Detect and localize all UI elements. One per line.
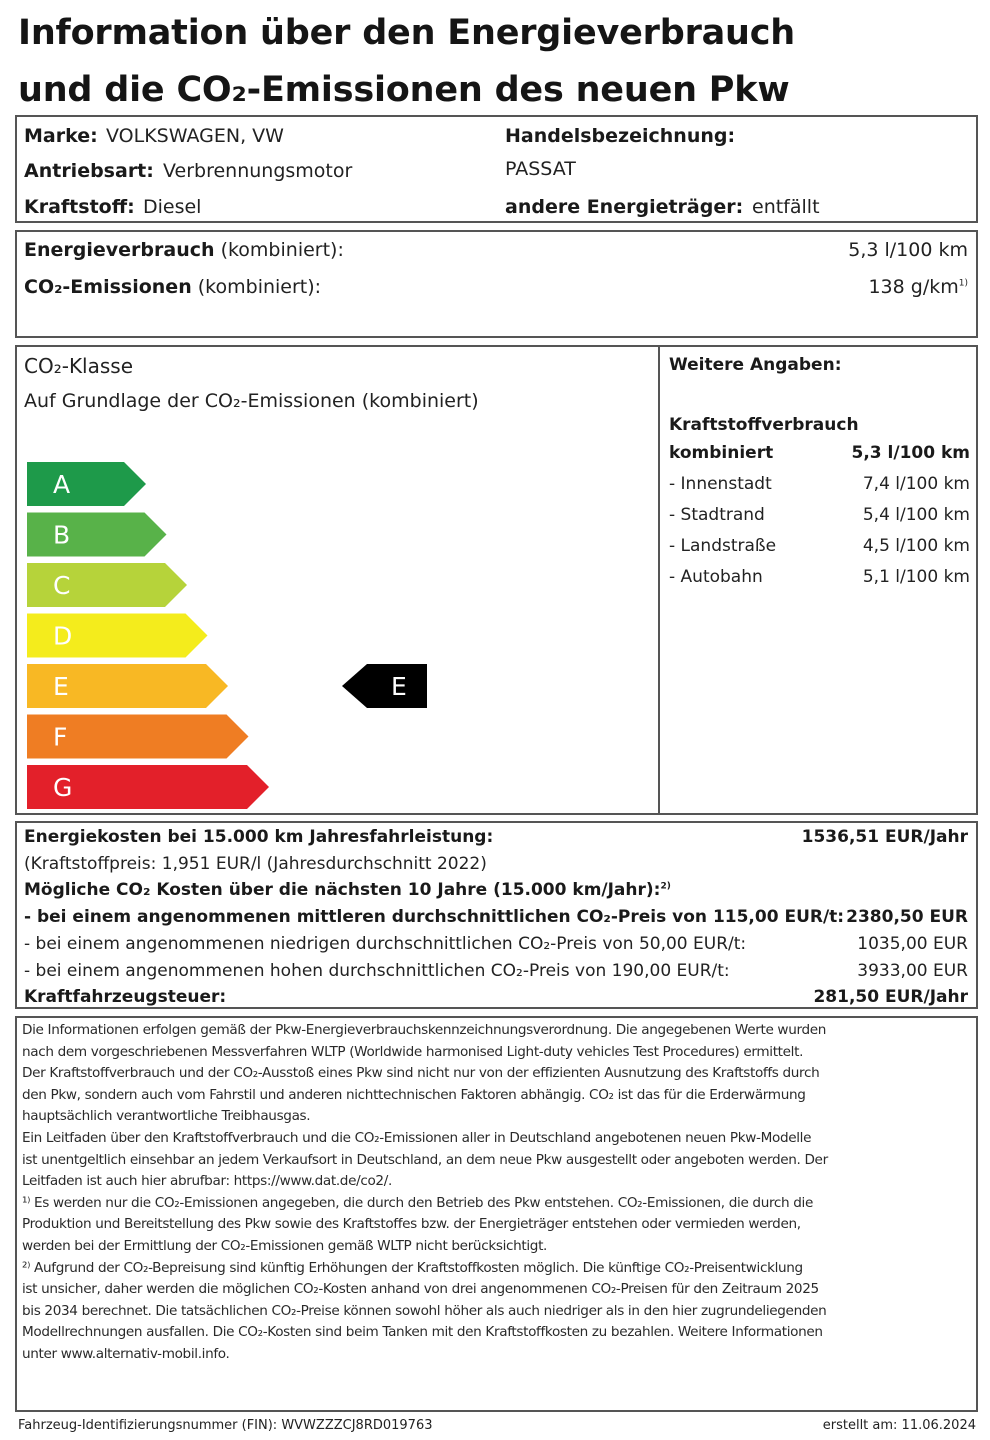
- co2-cost-row-label: - bei einem angenommenen mittleren durchschnittlichen CO₂-Preis von 115,00 EUR/t:: [24, 907, 845, 927]
- consumption-row-value: 5,1 l/100 km: [862, 567, 970, 587]
- consumption-row-value: 5,3 l/100 km: [851, 443, 970, 463]
- note-line: Die Informationen erfolgen gemäß der Pkw-Energieverbrauchskennzeichnungsverordnung. Die angegebenen Werte wurden: [22, 1022, 827, 1038]
- co2-class-bar-a: [27, 462, 146, 506]
- energieverbrauch-row: [24, 241, 344, 260]
- note-line: ist unentgeltlich einsehbar an jedem Verkaufsort in Deutschland, an dem neue Pkw ausgestellt oder angeboten werden. Der: [22, 1151, 828, 1168]
- note-line: den Pkw, sondern auch vom Fahrstil und anderen nichttechnischen Faktoren abhängig. CO₂ ist das für die Erderwärmung: [22, 1086, 806, 1103]
- kfz-steuer-value: 281,50 EUR/Jahr: [813, 987, 968, 1007]
- note-line: Der Kraftstoffverbrauch und der CO₂-Ausstoß eines Pkw sind nicht nur von der effizienten Ausnutzung des Kraftstoffs durch: [22, 1065, 820, 1082]
- note-line: Modellrechnungen ausfallen. Die CO₂-Kosten sind beim Tanken mit den Kraftstoffkosten zu bezahlen. Weitere Informationen: [22, 1324, 823, 1341]
- co2-class-title: CO₂-Klasse: [24, 354, 134, 378]
- marke-label: Marke:: [24, 125, 98, 147]
- kraftstoff-label: Kraftstoff:: [24, 196, 135, 218]
- costs-box: [15, 821, 978, 1009]
- co2-emissionen-value: 138 g/km: [868, 276, 959, 298]
- consumption-row-label: - Landstraße: [669, 536, 777, 556]
- co2-class-bar-c: [27, 563, 187, 607]
- consumption-row-label: kombiniert: [669, 443, 774, 463]
- note-line: werden bei der Ermittlung der CO₂-Emissionen gemäß WLTP nicht berücksichtigt.: [22, 1237, 548, 1254]
- note-line: Produktion und Bereitstellung des Pkw sowie des Kraftstoffes bzw. der Energieträger entstehen oder vermieden werden,: [22, 1216, 801, 1233]
- co2-class-letter: A: [53, 470, 71, 499]
- co2-class-subtitle: Auf Grundlage der CO₂-Emissionen (kombiniert): [24, 390, 479, 412]
- page-title-line-1: Information über den Energieverbrauch: [18, 13, 796, 53]
- fin-footer: Fahrzeug-Identifizierungsnummer (FIN): WVWZZZCJ8RD019763: [18, 1418, 433, 1433]
- co2-class-letter: D: [53, 621, 73, 651]
- marke-value: VOLKSWAGEN, VW: [106, 125, 284, 147]
- energieverbrauch-value: 5,3 l/100 km: [848, 239, 968, 261]
- further-info-title: Weitere Angaben:: [669, 355, 842, 375]
- co2-kosten-footnote-mark: 2): [660, 881, 671, 892]
- note-line: ¹⁾ Es werden nur die CO₂-Emissionen angegeben, die durch den Betrieb des Pkw entstehen. CO₂-Emissionen, die durch die: [22, 1194, 813, 1211]
- handelsbezeichnung-label: Handelsbezeichnung:: [505, 125, 736, 147]
- energiekosten-label: Energiekosten bei 15.000 km Jahresfahrleistung:: [24, 827, 494, 847]
- co2-kosten-heading: Mögliche CO₂ Kosten über die nächsten 10 Jahre (15.000 km/Jahr):: [24, 880, 661, 900]
- co2-kosten-heading-wrap: [24, 882, 671, 899]
- note-line: nach dem vorgeschriebenen Messverfahren WLTP (Worldwide harmonised Light-duty vehicles Test Procedures) ermittelt.: [22, 1043, 804, 1060]
- co2-class-letter: E: [53, 672, 69, 701]
- energy-scale: [27, 462, 447, 812]
- kraftstoffpreis-note: (Kraftstoffpreis: 1,951 EUR/l (Jahresdurchschnitt 2022): [24, 854, 487, 874]
- note-line: ist unsicher, daher werden die möglichen CO₂-Kosten anhand von drei angenommenen CO₂-Preisen für den Zeitraum 2025: [22, 1281, 819, 1298]
- co2-class-letter: C: [53, 571, 71, 600]
- note-line: bis 2034 berechnet. Die tatsächlichen CO₂-Preise können sowohl höher als auch niedriger als in den hier zugrundeliegenden: [22, 1302, 827, 1319]
- consumption-row-label: - Autobahn: [669, 567, 763, 587]
- current-class-letter: E: [391, 672, 407, 701]
- energiekosten-value: 1536,51 EUR/Jahr: [801, 827, 968, 847]
- consumption-row-label: - Innenstadt: [669, 474, 772, 494]
- legal-notes: [22, 1020, 968, 1366]
- co2-cost-row-label: - bei einem angenommenen hohen durchschnittlichen CO₂-Preis von 190,00 EUR/t:: [24, 961, 730, 981]
- co2-emissionen-value-wrap: [868, 278, 968, 297]
- consumption-row-value: 7,4 l/100 km: [862, 474, 970, 494]
- andere-energietraeger-value: entfällt: [752, 196, 820, 218]
- antriebsart-label: Antriebsart:: [24, 160, 154, 182]
- co2-cost-row-value: 2380,50 EUR: [846, 907, 968, 927]
- co2-cost-row-value: 3933,00 EUR: [857, 961, 968, 981]
- erstellt-footer: erstellt am: 11.06.2024: [822, 1418, 976, 1433]
- note-line: Leitfaden ist auch hier abrufbar: https://www.dat.de/co2/.: [22, 1173, 392, 1190]
- andere-energietraeger-label: andere Energieträger:: [505, 196, 744, 218]
- further-info-panel: [658, 347, 978, 813]
- vehicle-info-box: [15, 115, 978, 223]
- energieverbrauch-suffix: (kombiniert):: [220, 239, 344, 261]
- kraftstoffverbrauch-heading: Kraftstoffverbrauch: [669, 415, 859, 435]
- co2-footnote-mark: 1): [958, 278, 968, 289]
- co2-emissionen-row: [24, 278, 321, 297]
- current-class-indicator: [342, 664, 427, 708]
- co2-class-letter: G: [53, 773, 73, 802]
- kfz-steuer-label: Kraftfahrzeugsteuer:: [24, 987, 227, 1007]
- consumption-box: [15, 230, 978, 338]
- co2-cost-row-value: 1035,00 EUR: [857, 934, 968, 954]
- note-line: hauptsächlich verantwortliche Treibhausgas.: [22, 1108, 311, 1125]
- consumption-row-label: - Stadtrand: [669, 505, 765, 525]
- co2-class-box: [15, 345, 978, 815]
- co2-class-bar-b: [27, 513, 167, 557]
- energieverbrauch-label: Energieverbrauch: [24, 239, 215, 261]
- co2-class-letter: F: [53, 722, 68, 752]
- co2-class-letter: B: [53, 520, 71, 550]
- kraftstoff-value: Diesel: [143, 196, 202, 218]
- consumption-row-value: 5,4 l/100 km: [862, 505, 970, 525]
- note-line: unter www.alternativ-mobil.info.: [22, 1345, 230, 1362]
- co2-cost-row-label: - bei einem angenommenen niedrigen durchschnittlichen CO₂-Preis von 50,00 EUR/t:: [24, 934, 747, 954]
- handelsbezeichnung-value: PASSAT: [505, 158, 576, 180]
- page-title-line-2: und die CO₂-Emissionen des neuen Pkw: [18, 70, 790, 110]
- note-line: Ein Leitfaden über den Kraftstoffverbrauch und die CO₂-Emissionen aller in Deutschland angebotenen neuen Pkw-Modelle: [22, 1129, 812, 1146]
- consumption-row-value: 4,5 l/100 km: [862, 536, 970, 556]
- antriebsart-value: Verbrennungsmotor: [163, 160, 353, 182]
- co2-emissionen-suffix: (kombiniert):: [197, 276, 322, 298]
- co2-emissionen-label: CO₂-Emissionen: [24, 276, 192, 298]
- note-line: ²⁾ Aufgrund der CO₂-Bepreisung sind künftig Erhöhungen der Kraftstoffkosten möglich. Die künftige CO₂-Preisentwicklung: [22, 1259, 803, 1276]
